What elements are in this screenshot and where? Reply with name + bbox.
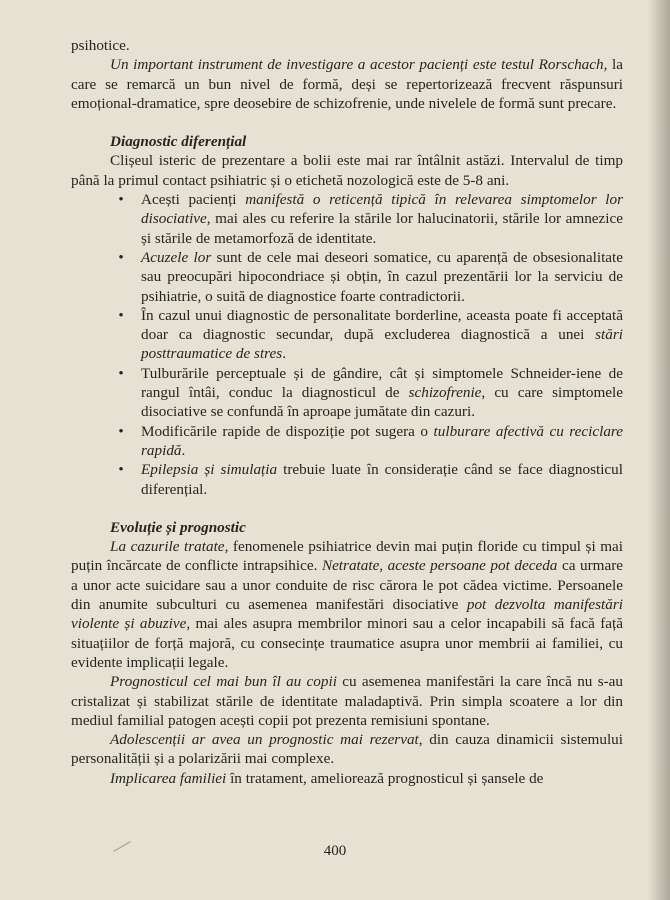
bullet-icon: • — [118, 364, 124, 382]
page-edge-shadow — [648, 0, 670, 900]
bullet-icon: • — [118, 461, 124, 479]
paragraph-prognosis-children: Prognosticul cel mai bun îl au copii cu asemenea manifestări la care încă nu s-au cristalizat și stabilizat stările de identitate maladaptivă. Prin simpla scoatere a lor din mediul familial patogen acești copii pot prezenta remisiuni spontane. — [71, 673, 623, 729]
paragraph-diagnostic-intro: Clișeul isteric de prezentare a bolii este mai rar întâlnit astăzi. Intervalul de timp până la primul contact psihiatric și o etichetă nozologică este de 5-8 ani. — [71, 152, 623, 189]
bullet-icon: • — [118, 248, 124, 266]
paragraph-continuation: psihotice. — [71, 37, 130, 54]
list-item: • În cazul unui diagnostic de personalitate borderline, aceasta poate fi acceptată doar ca diagnostic secundar, după excluderea diagnostică a unei stări posttraumatice de stres. — [141, 306, 623, 364]
paragraph-evolution: La cazurile tratate, fenomenele psihiatrice devin mai puțin floride cu timpul și mai puțin încărcate de conflicte intrapsihice. Netratate, aceste persoane pot deceda ca urmare a unor acte suicidare sau a unor conduite de risc cărora le pot cădea victime. Persoanele din anumite subculturi cu asemenea manifestări disociative pot dezvolta manifestări violente și abuzive, mai ales asupra membrilor minori sau a celor incapabili să facă față situațiilor de forță majoră, cu consecințe traumatice asupra unor membrii ai familiei, cu evidente implicații legale. — [71, 538, 624, 671]
list-item: • Modificările rapide de dispoziție pot sugera o tulburare afectivă cu reciclare rapidă. — [141, 422, 623, 461]
emphasis-text: Un important instrument de investigare a acestor pacienți este testul Rorschach, — [110, 56, 608, 74]
paragraph-family-involvement: Implicarea familiei în tratament, ameliorează prognosticul și șansele de — [110, 769, 544, 787]
list-item: • Epilepsia și simulația trebuie luate în considerație când se face diagnosticul diferențial. — [141, 460, 623, 499]
section-spacer — [71, 499, 623, 518]
list-item: • Acuzele lor sunt de cele mai deseori somatice, cu aparență de obsesionalitate sau preocupări hipocondriace și obțin, în cazul prezentării lor la serviciu de psihiatrie, o suită de diagnostice foarte contradictorii. — [141, 248, 623, 306]
list-item: • Acești pacienți manifestă o reticență tipică în relevarea simptomelor lor disociative, mai ales cu referire la stările lor halucinatorii, stările lor amnezice și stările de metamorfoză de identitate. — [141, 190, 623, 248]
diagnostic-bullet-list — [71, 190, 623, 499]
heading-evolution: Evoluție și prognostic — [110, 518, 246, 536]
heading-diagnostic: Diagnostic diferențial — [110, 133, 247, 151]
bullet-icon: • — [118, 306, 124, 324]
paragraph-rorschach: Un important instrument de investigare a acestor pacienți este testul Rorschach, la care se remarcă un bun nivel de formă, deși se repertorizează frecvent răspunsuri emoțional-dramatice, spre deosebire de schizofrenie, unde nivelele de formă sunt precare. — [71, 56, 623, 112]
bullet-icon: • — [118, 422, 124, 440]
paragraph-prognosis-adolescents: Adolescenții ar avea un prognostic mai rezervat, din cauza dinamicii sistemului personalității și a polarizării mai complexe. — [71, 731, 623, 768]
section-spacer — [71, 113, 623, 132]
bullet-icon: • — [118, 191, 124, 209]
page-body — [71, 36, 623, 788]
page-number: 400 — [323, 843, 347, 859]
list-item: • Tulburările perceptuale și de gândire, cât și simptomele Schneider-iene de rangul întâi, conduc la diagnosticul de schizofrenie, cu care simptomele disociative se confundă în aproape jumătate din cazuri. — [141, 364, 623, 422]
